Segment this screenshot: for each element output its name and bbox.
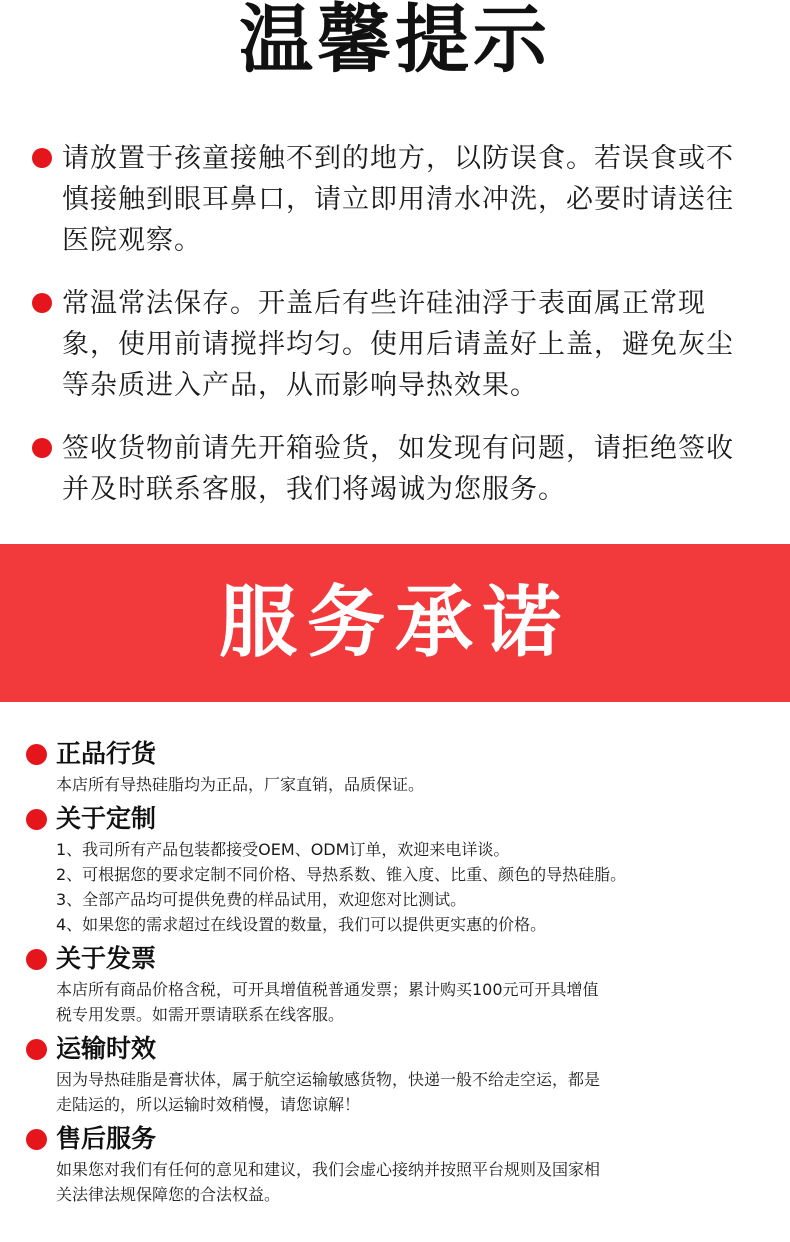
promise-heading: [26, 1031, 766, 1067]
bullet-dot-icon: [26, 949, 47, 970]
promise-line: 关法律法规保障您的合法权益。: [56, 1185, 281, 1204]
promise-line: 1、我司所有产品包装都接受OEM、ODM订单，欢迎来电详谈。: [56, 840, 510, 859]
promise-list: [26, 736, 766, 1211]
promise-heading-text: 关于发票: [56, 944, 157, 973]
promise-genuine: [26, 736, 766, 797]
tip-item: [30, 428, 760, 510]
tip-text: 常温常法保存。开盖后有些许硅油浮于表面属正常现象，使用前请搅拌均匀。使用后请盖好上盖，避免灰尘等杂质进入产品，从而影响导热效果。: [62, 288, 734, 401]
promise-body: [26, 772, 766, 797]
promise-heading-text: 正品行货: [56, 739, 157, 768]
promise-custom: [26, 801, 766, 937]
promise-after-sales: [26, 1121, 766, 1207]
promise-line: 本店所有导热硅脂均为正品，厂家直销，品质保证。: [56, 775, 425, 794]
bullet-dot-icon: [26, 1129, 47, 1150]
promise-line: 2、可根据您的要求定制不同价格、导热系数、锥入度、比重、颜色的导热硅脂。: [56, 865, 627, 884]
bullet-dot-icon: [26, 1039, 47, 1060]
promise-line: 税专用发票。如需开票请联系在线客服。: [56, 1005, 345, 1024]
promise-line: 4、如果您的需求超过在线设置的数量，我们可以提供更实惠的价格。: [56, 915, 547, 934]
promise-body: [26, 837, 766, 937]
promise-heading: [26, 736, 766, 772]
promise-body: [26, 977, 766, 1027]
promise-line: 因为导热硅脂是膏状体，属于航空运输敏感货物，快递一般不给走空运，都是: [56, 1070, 601, 1089]
promise-line: 3、全部产品均可提供免费的样品试用，欢迎您对比测试。: [56, 890, 467, 909]
promise-line: 如果您对我们有任何的意见和建议，我们会虚心接纳并按照平台规则及国家相: [56, 1160, 601, 1179]
bullet-dot-icon: [32, 148, 52, 168]
promise-line: 本店所有商品价格含税，可开具增值税普通发票；累计购买100元可开具增值: [56, 980, 599, 999]
promise-heading-text: 关于定制: [56, 804, 157, 833]
promise-shipping: [26, 1031, 766, 1117]
promise-heading-text: 售后服务: [56, 1124, 157, 1153]
bullet-dot-icon: [26, 809, 47, 830]
bullet-dot-icon: [32, 438, 52, 458]
tips-title: 温馨提示: [239, 0, 551, 83]
promise-body: [26, 1067, 766, 1117]
promise-heading: [26, 801, 766, 837]
bullet-dot-icon: [32, 293, 52, 313]
tip-text: 请放置于孩童接触不到的地方，以防误食。若误食或不慎接触到眼耳鼻口，请立即用清水冲洗，必要时请送往医院观察。: [62, 143, 734, 256]
promise-invoice: [26, 941, 766, 1027]
bullet-dot-icon: [26, 744, 47, 765]
promise-body: [26, 1157, 766, 1207]
tips-list: [30, 138, 760, 532]
promise-line: 走陆运的，所以运输时效稍慢，请您谅解！: [56, 1095, 361, 1114]
service-banner: 服务承诺: [0, 544, 790, 702]
promise-heading: [26, 941, 766, 977]
tip-text: 签收货物前请先开箱验货，如发现有问题，请拒绝签收并及时联系客服，我们将竭诚为您服务。: [62, 433, 734, 505]
tip-item: [30, 283, 760, 406]
tip-item: [30, 138, 760, 261]
promise-heading-text: 运输时效: [56, 1034, 157, 1063]
promise-heading: [26, 1121, 766, 1157]
